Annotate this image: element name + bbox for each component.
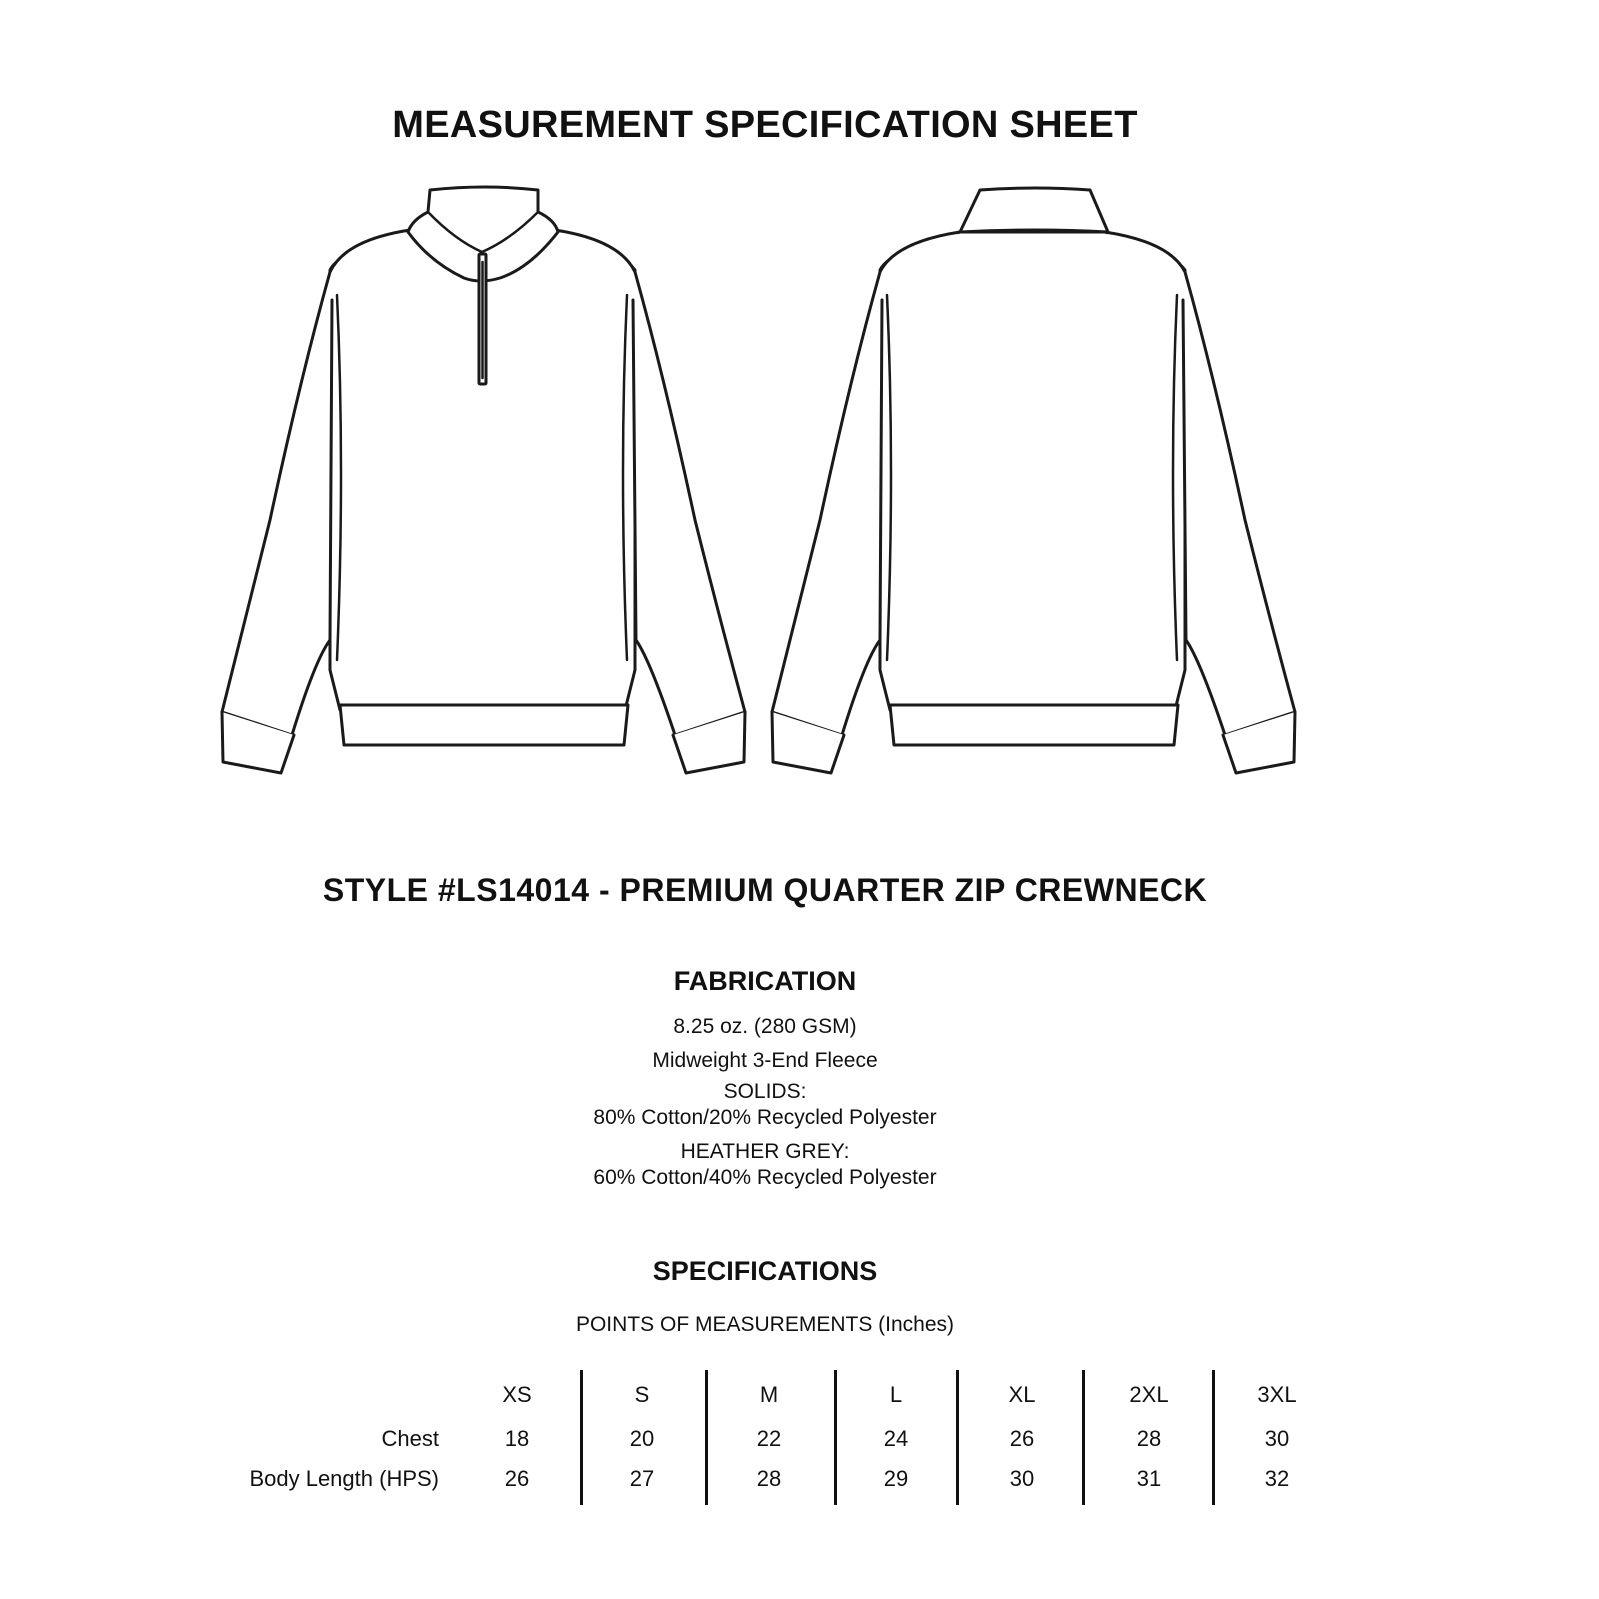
points-of-measurement-label: POINTS OF MEASUREMENTS (Inches)	[575, 1313, 955, 1336]
fabric-weight: 8.25 oz. (280 GSM)	[673, 1015, 857, 1038]
column-divider	[956, 1370, 959, 1505]
row-label-body-length: Body Length (HPS)	[249, 1466, 439, 1491]
heather-label: HEATHER GREY:	[680, 1140, 850, 1163]
size-header-3xl: 3XL	[1257, 1382, 1297, 1407]
garment-flat-sketch	[200, 175, 1320, 795]
fabric-type: Midweight 3-End Fleece	[652, 1049, 878, 1072]
specifications-heading: SPECIFICATIONS	[652, 1256, 878, 1286]
column-divider	[1212, 1370, 1215, 1505]
body-length-xs: 26	[504, 1466, 530, 1491]
body-length-m: 28	[756, 1466, 782, 1491]
size-header-l: L	[889, 1382, 903, 1407]
back-collar	[960, 188, 1108, 232]
body-length-l: 29	[883, 1466, 909, 1491]
size-header-s: S	[634, 1382, 650, 1407]
chest-xs: 18	[504, 1426, 530, 1451]
body-length-2xl: 31	[1136, 1466, 1162, 1491]
front-waistband	[340, 705, 628, 745]
chest-s: 20	[629, 1426, 655, 1451]
back-waistband	[890, 705, 1178, 745]
back-view-sketch	[772, 188, 1295, 773]
size-header-m: M	[759, 1382, 779, 1407]
column-divider	[705, 1370, 708, 1505]
chest-2xl: 28	[1136, 1426, 1162, 1451]
column-divider	[834, 1370, 837, 1505]
solids-content: 80% Cotton/20% Recycled Polyester	[593, 1106, 937, 1129]
column-divider	[1082, 1370, 1085, 1505]
solids-label: SOLIDS:	[723, 1080, 807, 1103]
heather-content: 60% Cotton/40% Recycled Polyester	[593, 1166, 937, 1189]
row-label-chest: Chest	[381, 1426, 439, 1451]
body-length-3xl: 32	[1264, 1466, 1290, 1491]
chest-m: 22	[756, 1426, 782, 1451]
chest-l: 24	[883, 1426, 909, 1451]
size-header-2xl: 2XL	[1129, 1382, 1169, 1407]
back-body	[880, 232, 1185, 710]
body-length-s: 27	[629, 1466, 655, 1491]
fabrication-heading: FABRICATION	[673, 966, 857, 996]
body-length-xl: 30	[1009, 1466, 1035, 1491]
specification-table	[0, 1370, 1599, 1510]
size-header-xs: XS	[502, 1382, 532, 1407]
chest-3xl: 30	[1264, 1426, 1290, 1451]
chest-xl: 26	[1009, 1426, 1035, 1451]
style-name: STYLE #LS14014 - PREMIUM QUARTER ZIP CREWNECK	[322, 872, 1208, 908]
column-divider	[580, 1370, 583, 1505]
page-title: MEASUREMENT SPECIFICATION SHEET	[392, 104, 1138, 146]
front-view-sketch	[222, 187, 745, 773]
size-header-xl: XL	[1008, 1382, 1036, 1407]
